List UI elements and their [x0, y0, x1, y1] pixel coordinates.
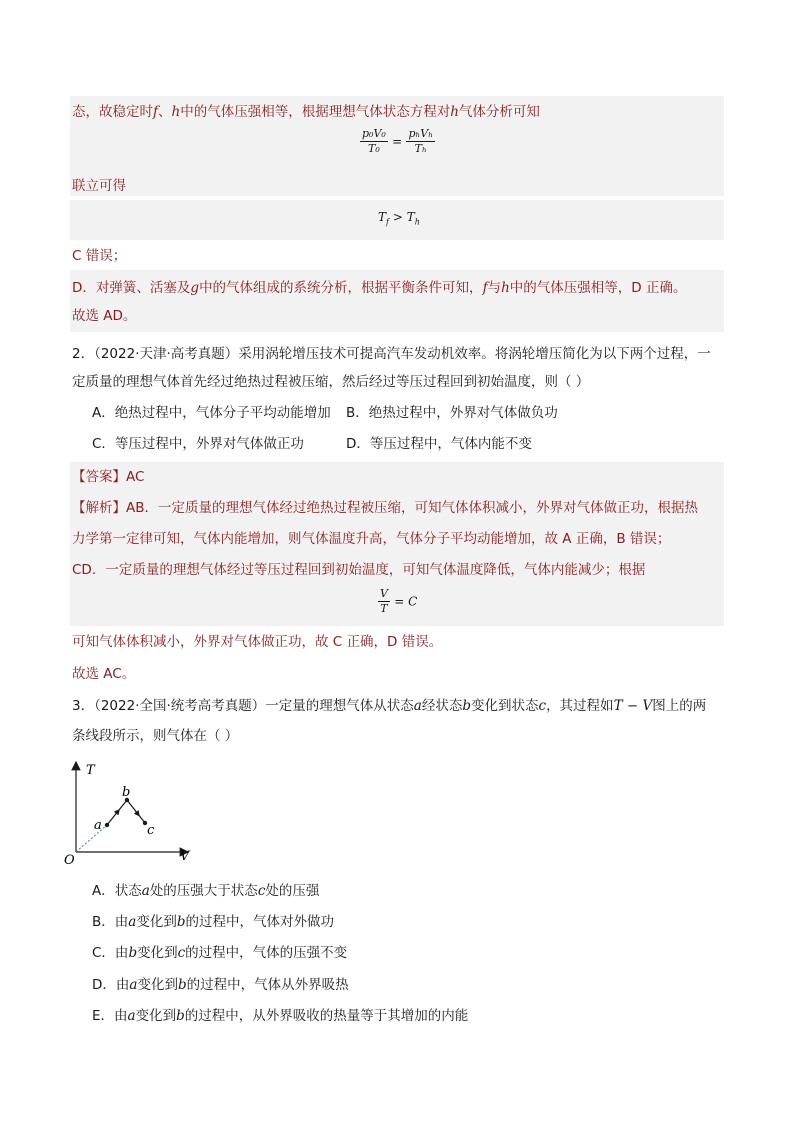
var-g: g: [190, 280, 200, 296]
numerator: V: [380, 587, 388, 600]
arrow-bc: [135, 810, 138, 814]
q2-option-b: B．绝热过程中，外界对气体做负功: [346, 405, 558, 421]
fraction: [378, 588, 390, 615]
q2-option-d: D．等压过程中，气体内能不变: [346, 436, 532, 452]
origin-label: O: [64, 853, 75, 866]
text: 图上的两: [652, 698, 707, 714]
text: 处的压强大于状态: [149, 883, 258, 899]
text: 处的压强: [265, 883, 320, 899]
q2-analysis-line-1: [72, 498, 698, 518]
denominator: Tₕ: [414, 142, 427, 155]
text: C．由: [92, 945, 129, 961]
text: 与: [487, 280, 502, 296]
var: a: [129, 977, 138, 993]
var: b: [176, 1008, 185, 1024]
subscript-h: h: [414, 217, 420, 227]
text: 3．（2022·全国·统考高考真题）一定量的理想气体从状态: [72, 698, 414, 714]
dashed-origin-line: [76, 825, 107, 852]
var-h: h: [501, 280, 510, 296]
var-f: f: [482, 280, 488, 296]
var: c: [177, 945, 186, 961]
subscript-f: f: [386, 217, 389, 227]
q2-conclusion: 故选 AC。: [72, 666, 136, 682]
var: b: [176, 914, 186, 930]
solution-line-1: [72, 102, 540, 122]
var: c: [257, 883, 266, 899]
q2-answer: [72, 467, 144, 487]
equation-v-over-t: [378, 588, 417, 615]
text: 态，故稳定时: [72, 104, 153, 120]
point-a-dot: [105, 823, 109, 827]
text: 变化到: [137, 977, 178, 993]
q3-stem-line-1: [72, 696, 706, 716]
tv-graph: [62, 756, 202, 866]
text: 变化到: [136, 914, 177, 930]
var-h: h: [171, 104, 181, 120]
q2-analysis-line-3: CD．一定质量的理想气体经过等压过程回到初始温度，可知气体温度降低，气体内能减少；根据: [72, 562, 646, 578]
var: a: [128, 914, 137, 930]
text: A．状态: [92, 883, 142, 899]
y-axis-label: T: [86, 763, 95, 778]
answer-tag: 【答案】: [72, 469, 126, 485]
q2-stem-line-2: 定质量的理想气体首先经过绝热过程被压缩，然后经过等压过程回到初始温度，则（ ）: [72, 374, 590, 390]
greater-than-sign: >: [392, 210, 403, 224]
var-c: c: [538, 698, 547, 714]
text: 变化到状态: [471, 698, 539, 714]
answer-value: AC: [126, 469, 145, 485]
solution-line-2: 联立可得: [72, 178, 126, 194]
numerator: pₕVₕ: [408, 127, 433, 140]
equals-sign: =: [392, 134, 403, 149]
fraction-left: [360, 128, 388, 155]
text: 气体分析可知: [458, 104, 540, 120]
text: 的过程中，从外界吸收的热量等于其增加的内能: [184, 1008, 469, 1024]
solution-line-3: C 错误；: [72, 248, 127, 264]
q3-stem-line-2: 条线段所示，则气体在（ ）: [72, 728, 239, 744]
analysis-tag: 【解析】: [72, 500, 126, 516]
var-h: h: [450, 104, 459, 120]
var: b: [128, 945, 138, 961]
point-b-label: b: [122, 785, 131, 800]
text: 中的气体压强相等，D 正确。: [509, 280, 687, 296]
text: AB．一定质量的理想气体经过绝热过程被压缩，可知气体体积减小，外界对气体做正功，根据热: [126, 500, 698, 516]
text: B．由: [92, 914, 129, 930]
var: a: [127, 1008, 136, 1024]
var-b: b: [462, 698, 471, 714]
var-T: T: [406, 210, 415, 224]
fraction-right: [406, 128, 435, 155]
q2-stem-line-1: 2．（2022·天津·高考真题）采用涡轮增压技术可提高汽车发动机效率。将涡轮增压简化为以下两个过程，一: [72, 346, 711, 362]
text: 变化到: [137, 945, 178, 961]
denominator: T: [380, 602, 388, 615]
solution-conclusion: 故选 AD。: [72, 308, 137, 324]
text: 中的气体组成的系统分析，根据平衡条件可知，: [199, 280, 483, 296]
q2-option-a: A．绝热过程中，气体分子平均动能增加: [92, 405, 331, 421]
equation-inequality: [378, 210, 420, 226]
q3-option-a: [92, 881, 319, 901]
text: D．对弹簧、活塞及: [72, 280, 191, 296]
var-a: a: [413, 698, 422, 714]
var: a: [141, 883, 150, 899]
equals-c: = C: [394, 594, 418, 609]
point-a-label: a: [94, 818, 102, 833]
q2-analysis-line-2: 力学第一定律可知，气体内能增加，则气体温度升高，气体分子平均动能增加，故 A 正确，B 错误；: [72, 531, 671, 547]
q3-option-c: [92, 943, 347, 963]
var-t-minus-v: T − V: [613, 698, 653, 714]
q3-option-e: [92, 1006, 468, 1026]
point-c-label: c: [147, 823, 155, 838]
text: D．由: [92, 977, 130, 993]
q2-analysis-line-4: 可知气体体积减小，外界对气体做正功，故 C 正确，D 错误。: [72, 634, 443, 650]
solution-line-4: [72, 278, 686, 298]
var: b: [177, 977, 187, 993]
q3-option-d: [92, 975, 349, 995]
text: 经状态: [421, 698, 463, 714]
q2-option-c: C．等压过程中，外界对气体做正功: [92, 436, 304, 452]
equation-state: [360, 128, 435, 155]
text: 的过程中，气体的压强不变: [185, 945, 348, 961]
text: ，其过程如: [546, 698, 614, 714]
x-axis-label: V: [180, 849, 190, 864]
denominator: T₀: [368, 142, 380, 155]
text: 的过程中，气体从外界吸热: [186, 977, 349, 993]
numerator: p₀V₀: [362, 127, 386, 140]
text: E．由: [92, 1008, 128, 1024]
q3-option-b: [92, 912, 334, 932]
arrow-ab: [115, 811, 118, 815]
text: 、: [158, 104, 172, 120]
text: 变化到: [135, 1008, 177, 1024]
var-T: T: [378, 210, 387, 224]
text: 的过程中，气体对外做功: [185, 914, 334, 930]
text: 中的气体压强相等，根据理想气体状态方程对: [180, 104, 451, 120]
var-f: f: [153, 104, 158, 120]
